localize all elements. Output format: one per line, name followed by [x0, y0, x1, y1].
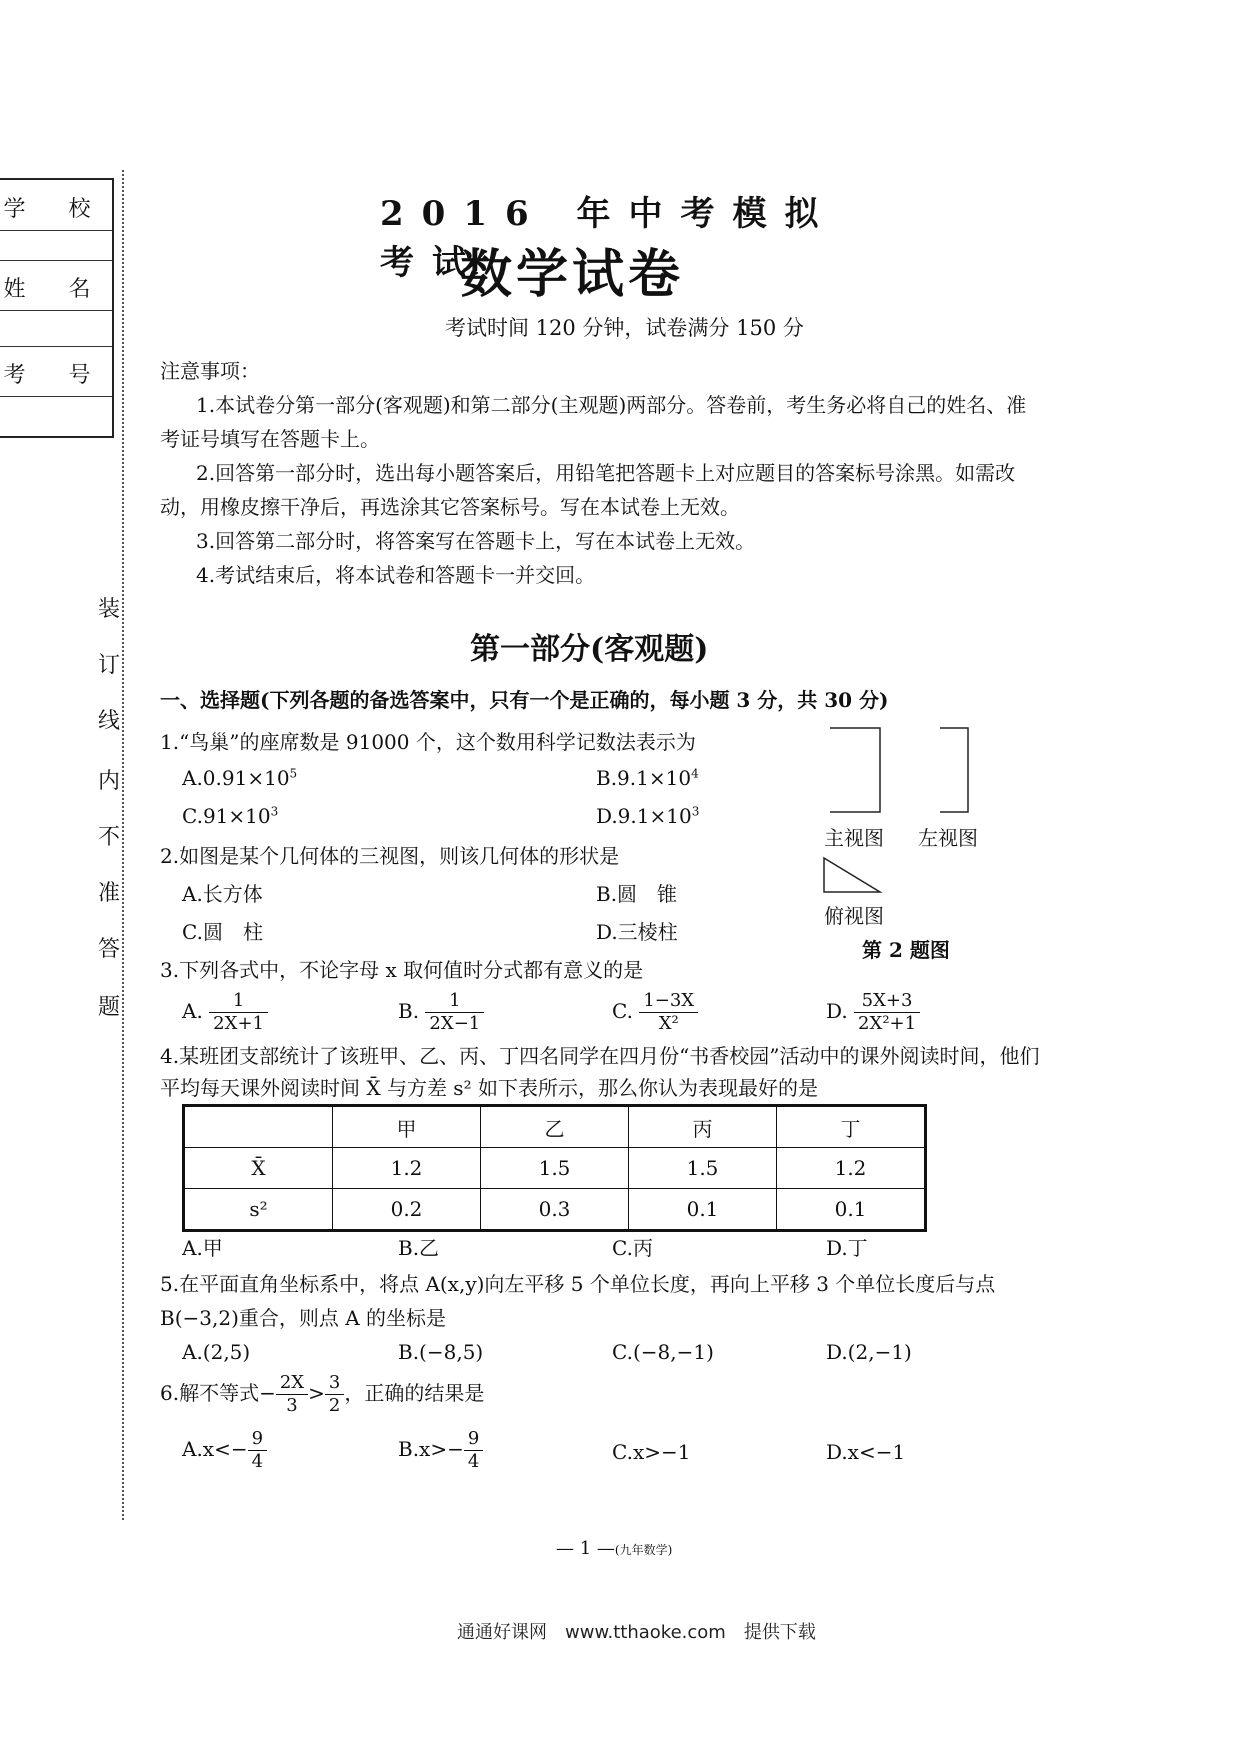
exam-number-label: 考 号 [3, 363, 109, 388]
exam-number-row [0, 346, 112, 397]
option-text: A.x<− [182, 1437, 248, 1461]
option-label: D. [826, 999, 848, 1023]
exam-title: 2016 年中考模拟考试 [380, 194, 837, 283]
exponent: 4 [691, 766, 699, 781]
q1-option-d [596, 804, 699, 828]
left-view-shape [940, 728, 968, 812]
table-cell: s² [184, 1189, 333, 1231]
binding-char: 答 [98, 937, 121, 962]
table-cell [184, 1106, 333, 1148]
q4-option-a: A.甲 [182, 1236, 223, 1260]
binding-char: 装 [98, 597, 121, 622]
school-label: 学 校 [3, 197, 109, 222]
denominator: X² [658, 1013, 679, 1034]
q6-option-d: D.x<−1 [826, 1440, 906, 1464]
q3-option-d [826, 990, 920, 1035]
school-row [0, 180, 112, 231]
numerator: 3 [325, 1372, 344, 1395]
option-text: B.x>− [398, 1437, 464, 1461]
question-4-stem: 4.某班团支部统计了该班甲、乙、丙、丁四名同学在四月份“书香校园”活动中的课外阅读时间，他们 [160, 1044, 1040, 1068]
option-label: B. [398, 999, 420, 1023]
q6-option-b [398, 1428, 483, 1473]
table-cell: 1.5 [481, 1148, 629, 1189]
table-header-row [184, 1106, 926, 1148]
q2-option-b: B.圆 锥 [596, 882, 678, 906]
question-4-stem: 平均每天课外阅读时间 X̄ 与方差 s² 如下表所示，那么你认为表现最好的是 [160, 1076, 818, 1100]
page-footer [556, 1538, 672, 1559]
table-cell: 甲 [333, 1106, 481, 1148]
fraction [854, 990, 920, 1035]
numerator: 2X [276, 1372, 308, 1395]
table-cell: X̄ [184, 1148, 333, 1189]
note-item: 1.本试卷分第一部分(客观题)和第二部分(主观题)两部分。答卷前，考生务必将自己的姓名、准 [196, 393, 1027, 417]
section-title: 第一部分(客观题) [470, 632, 709, 667]
q1-option-a [182, 766, 297, 790]
numerator: 1 [425, 990, 484, 1013]
denominator: 3 [286, 1395, 298, 1416]
question-2-stem: 2.如图是某个几何体的三视图，则该几何体的形状是 [160, 844, 620, 868]
q3-option-a [182, 990, 268, 1035]
fraction [276, 1372, 308, 1417]
fraction [464, 1428, 483, 1473]
q4-option-c: C.丙 [612, 1236, 653, 1260]
question-6-stem [160, 1372, 484, 1417]
binding-char: 内 [98, 769, 121, 794]
q1-option-b-text: B.9.1×10 [596, 766, 692, 790]
left-view-label: 左视图 [918, 826, 978, 850]
three-view-figure [820, 720, 1000, 920]
name-row [0, 260, 112, 311]
download-watermark: 通通好课网 www.tthaoke.com 提供下载 [457, 1622, 816, 1643]
question-3-stem: 3.下列各式中，不论字母 x 取何值时分式都有意义的是 [160, 958, 644, 982]
part-heading: 一、选择题(下列各题的备选答案中，只有一个是正确的，每小题 3 分，共 30 分) [160, 688, 889, 712]
note-item: 3.回答第二部分时，将答案写在答题卡上，写在本试卷上无效。 [196, 529, 756, 553]
fraction [209, 990, 268, 1035]
q2-option-c: C.圆 柱 [182, 920, 263, 944]
binding-char: 题 [98, 995, 121, 1020]
q1-option-c-text: C.91×10 [182, 804, 271, 828]
denominator: 2X²+1 [858, 1013, 917, 1034]
table-cell: 丁 [777, 1106, 926, 1148]
table-cell: 乙 [481, 1106, 629, 1148]
q3-option-c [612, 990, 698, 1035]
stem-text: 6.解不等式− [160, 1381, 276, 1405]
numerator: 9 [248, 1428, 267, 1451]
question-1-stem: 1.“鸟巢”的座席数是 91000 个，这个数用科学记数法表示为 [160, 730, 696, 754]
fraction [325, 1372, 344, 1417]
q5-option-c: C.(−8,−1) [612, 1340, 714, 1364]
q6-option-a [182, 1428, 267, 1473]
stem-text: ，正确的结果是 [344, 1381, 485, 1405]
notes-heading: 注意事项： [160, 359, 260, 383]
binding-line [122, 170, 124, 1520]
q4-option-d: D.丁 [826, 1236, 868, 1260]
table-row [184, 1189, 926, 1231]
q5-option-b: B.(−8,5) [398, 1340, 484, 1364]
denominator: 4 [467, 1451, 480, 1472]
note-item: 2.回答第一部分时，选出每小题答案后，用铅笔把答题卡上对应题目的答案标号涂黑。如需改 [196, 461, 1016, 485]
exponent: 3 [270, 804, 279, 819]
binding-char: 不 [98, 825, 121, 850]
table-cell: 1.2 [333, 1148, 481, 1189]
top-view-label: 俯视图 [824, 904, 884, 928]
question-5-stem: 5.在平面直角坐标系中，将点 A(x,y)向左平移 5 个单位长度，再向上平移 3 个单位长度后与点 [160, 1272, 996, 1296]
q1-option-a-text: A.0.91×10 [182, 766, 290, 790]
denominator: 2X−1 [429, 1013, 481, 1034]
binding-char: 订 [98, 653, 121, 678]
table-cell: 1.5 [629, 1148, 777, 1189]
binding-char: 线 [98, 709, 121, 734]
footer-note: (九年数学) [614, 1543, 673, 1557]
stem-text: > [308, 1381, 325, 1405]
fraction [248, 1428, 267, 1473]
q3-option-b [398, 990, 484, 1035]
table-cell: 0.2 [333, 1189, 481, 1231]
numerator: 1−3X [639, 990, 698, 1013]
page-number: — 1 — [556, 1538, 615, 1559]
numerator: 9 [464, 1428, 483, 1451]
table-cell: 1.2 [777, 1148, 926, 1189]
table-cell: 0.3 [481, 1189, 629, 1231]
q2-option-d: D.三棱柱 [596, 920, 678, 944]
name-label: 姓 名 [3, 277, 109, 302]
exponent: 3 [691, 804, 700, 819]
q2-option-a: A.长方体 [182, 882, 263, 906]
student-info-box [0, 178, 114, 438]
q1-option-c [182, 804, 278, 828]
top-view-shape [824, 858, 880, 892]
exam-subject-title: 数学试卷 [460, 244, 685, 305]
q4-option-b: B.乙 [398, 1236, 440, 1260]
denominator: 4 [251, 1451, 264, 1472]
q6-option-c: C.x>−1 [612, 1440, 691, 1464]
binding-char: 准 [98, 881, 121, 906]
note-item: 4.考试结束后，将本试卷和答题卡一并交回。 [196, 563, 596, 587]
front-view-label: 主视图 [824, 826, 884, 850]
exponent: 5 [289, 766, 298, 781]
table-row [184, 1148, 926, 1189]
fraction [639, 990, 698, 1035]
denominator: 2X+1 [213, 1013, 264, 1034]
front-view-shape [830, 728, 880, 812]
option-label: C. [612, 999, 633, 1023]
exam-info: 考试时间 120 分钟，试卷满分 150 分 [445, 316, 804, 340]
q1-option-b [596, 766, 699, 790]
numerator: 1 [209, 990, 268, 1013]
table-cell: 0.1 [777, 1189, 926, 1231]
table-cell: 丙 [629, 1106, 777, 1148]
denominator: 2 [328, 1395, 341, 1416]
numerator: 5X+3 [854, 990, 920, 1013]
question-5-stem: B(−3,2)重合，则点 A 的坐标是 [160, 1306, 447, 1330]
option-label: A. [182, 999, 203, 1023]
figure-caption: 第 2 题图 [862, 938, 950, 962]
q5-option-a: A.(2,5) [182, 1340, 251, 1364]
reading-time-table [182, 1104, 927, 1232]
table-cell: 0.1 [629, 1189, 777, 1231]
fraction [425, 990, 484, 1035]
q1-option-d-text: D.9.1×10 [596, 804, 692, 828]
note-item: 考证号填写在答题卡上。 [160, 427, 380, 451]
note-item: 动，用橡皮擦干净后，再选涂其它答案标号。写在本试卷上无效。 [160, 495, 740, 519]
q5-option-d: D.(2,−1) [826, 1340, 912, 1364]
